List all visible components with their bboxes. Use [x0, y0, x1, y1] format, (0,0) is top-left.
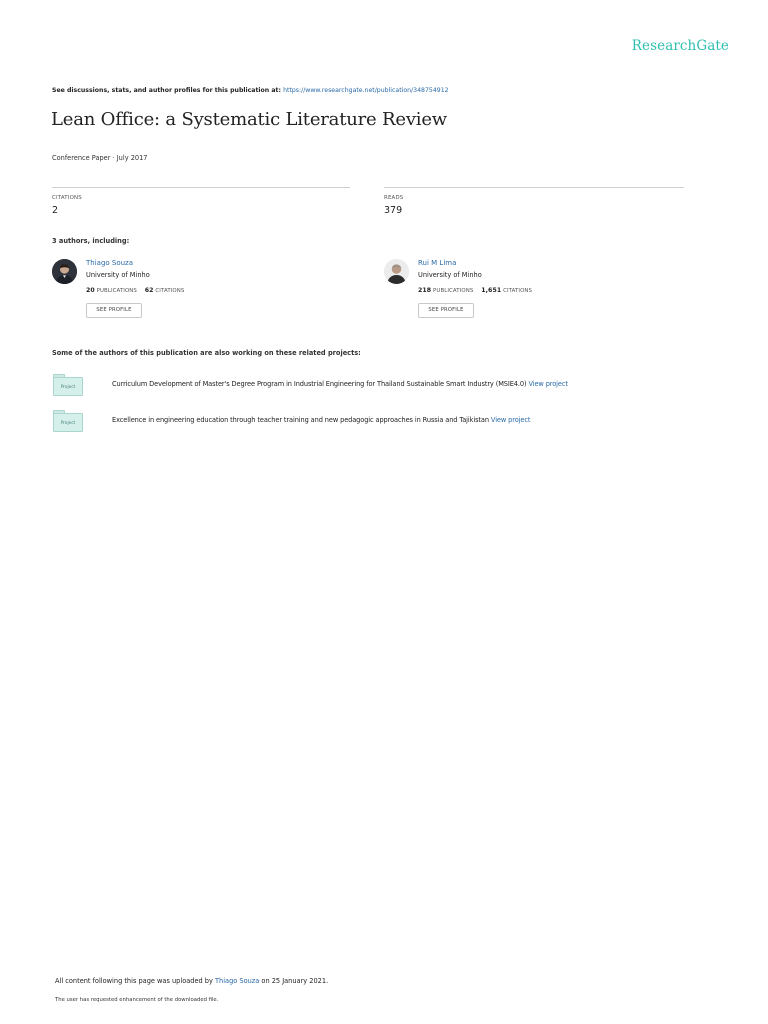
- upload-prefix: All content following this page was uploaded by: [55, 977, 213, 985]
- author-stats: [418, 287, 532, 294]
- see-profile-button[interactable]: SEE PROFILE: [418, 303, 474, 318]
- enhancement-note: The user has requested enhancement of the downloaded file.: [55, 997, 219, 1003]
- citations-count: 2: [52, 205, 59, 216]
- project-title-text: Curriculum Development of Master's Degree Program in Industrial Engineering for Thailand Sustainable Smart Industry (MSIE4.0): [112, 380, 527, 388]
- author-card: [384, 258, 644, 322]
- avatar[interactable]: [52, 259, 77, 284]
- related-projects-heading: Some of the authors of this publication are also working on these related projects:: [52, 349, 361, 357]
- citations-divider: [52, 187, 350, 188]
- publications-label: PUBLICATIONS: [96, 288, 137, 294]
- citations-count: 1,651: [481, 287, 502, 294]
- publications-count: 218: [418, 287, 432, 294]
- see-profile-button[interactable]: SEE PROFILE: [86, 303, 142, 318]
- project-title: [112, 416, 530, 424]
- reads-label: READS: [384, 195, 404, 201]
- project-title: [112, 380, 568, 388]
- author-name-link[interactable]: Thiago Souza: [86, 259, 134, 267]
- citations-count: 62: [144, 287, 154, 294]
- project-title-text: Excellence in engineering education through teacher training and new pedagogic approaches in Russia and Tajikistan: [112, 416, 489, 424]
- citations-label: CITATIONS: [52, 195, 82, 201]
- upload-note: [55, 977, 328, 985]
- project-item: [53, 374, 653, 398]
- view-project-link[interactable]: View project: [528, 380, 568, 388]
- citations-label: CITATIONS: [503, 288, 533, 294]
- author-card: [52, 258, 312, 322]
- avatar[interactable]: [384, 259, 409, 284]
- publications-count: 20: [86, 287, 95, 294]
- publication-title: Lean Office: a Systematic Literature Review: [51, 109, 448, 130]
- authors-heading: 3 authors, including:: [52, 237, 130, 245]
- author-stats: [86, 287, 184, 294]
- see-discussions-line: [52, 87, 449, 94]
- author-name-link[interactable]: Rui M Lima: [418, 259, 457, 267]
- paper-type-date: Conference Paper · July 2017: [52, 154, 148, 162]
- author-institution: University of Minho: [86, 271, 150, 279]
- citations-label: CITATIONS: [155, 288, 185, 294]
- project-folder-icon: [53, 374, 83, 396]
- view-project-link[interactable]: View project: [490, 416, 531, 424]
- see-discussions-text: See discussions, stats, and author profiles for this publication at:: [52, 87, 281, 94]
- reads-count: 379: [384, 205, 403, 216]
- reads-divider: [384, 187, 684, 188]
- uploader-link[interactable]: Thiago Souza: [215, 977, 260, 985]
- publications-label: PUBLICATIONS: [433, 288, 474, 294]
- project-icon-label: Project: [60, 420, 76, 425]
- project-icon-label: Project: [60, 384, 76, 389]
- upload-date: on 25 January 2021.: [261, 977, 329, 985]
- researchgate-logo[interactable]: ResearchGate: [631, 38, 729, 54]
- project-folder-icon: [53, 410, 83, 432]
- publication-url-link[interactable]: https://www.researchgate.net/publication/348754912: [283, 87, 449, 94]
- author-institution: University of Minho: [418, 271, 482, 279]
- project-item: [53, 410, 653, 434]
